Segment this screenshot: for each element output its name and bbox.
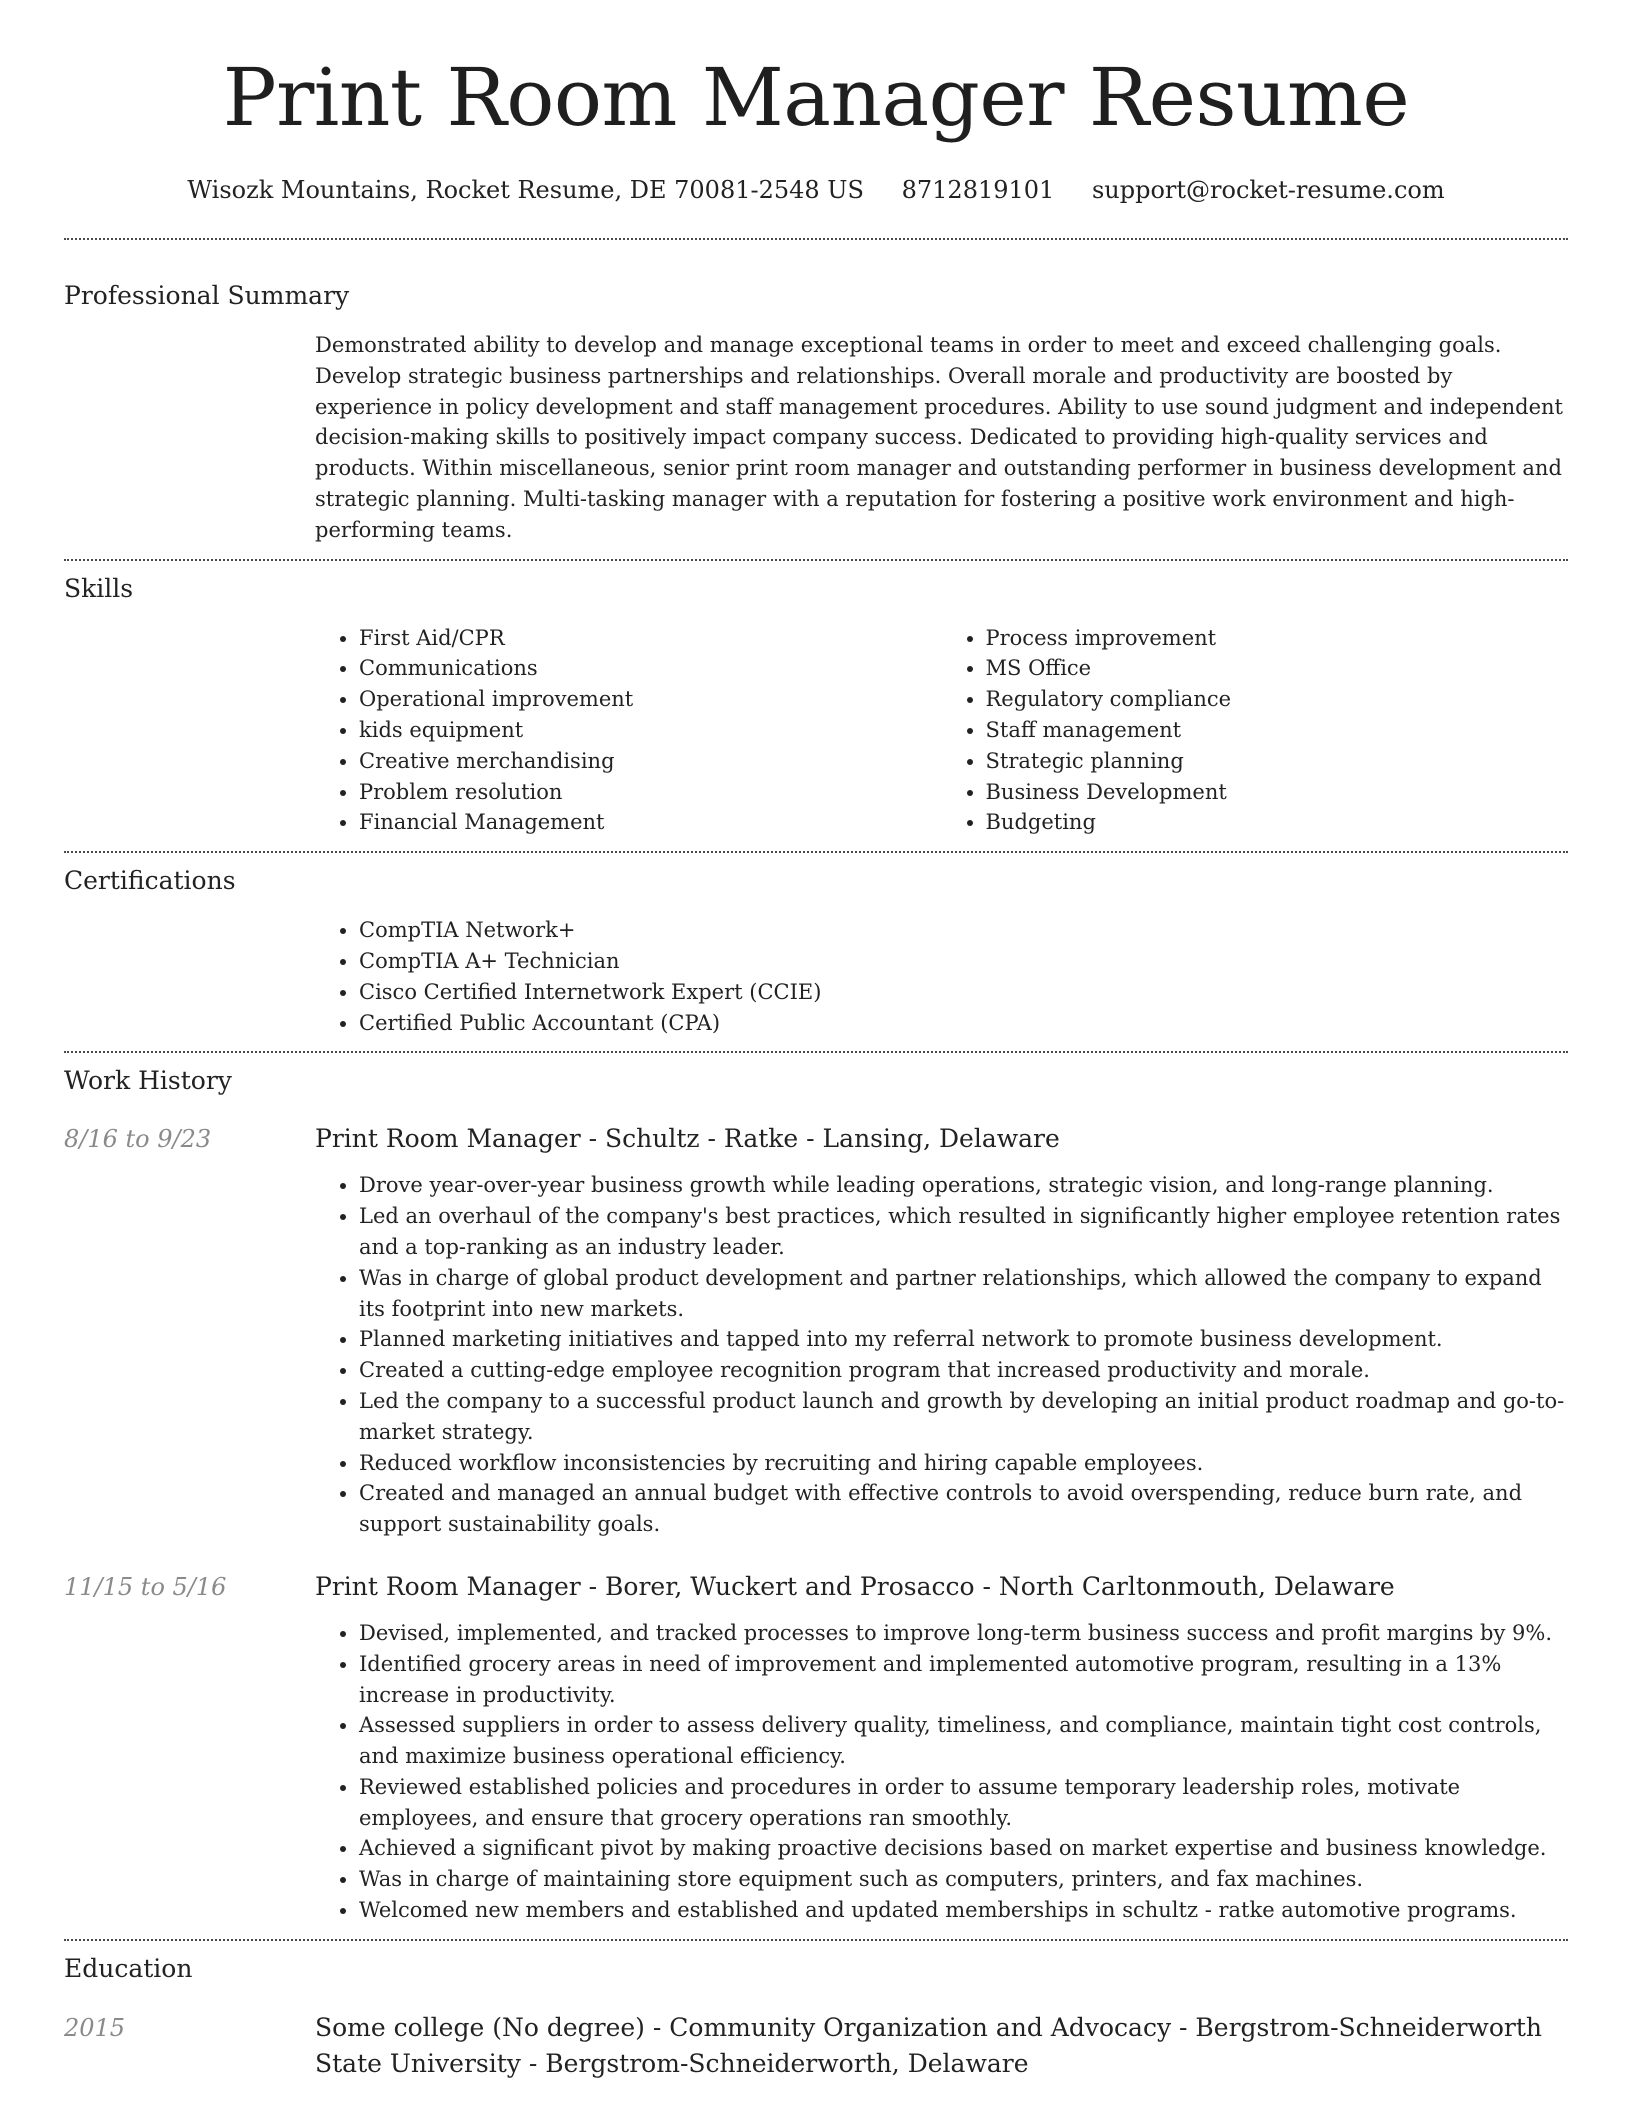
skills-column-left xyxy=(315,623,942,839)
divider xyxy=(64,559,1568,561)
skill-item: • Process improvement xyxy=(986,623,1569,654)
job-title: Print Room Manager - Borer, Wuckert and Prosacco - North Carltonmouth, Delaware xyxy=(315,1571,1395,1601)
job-bullet: • Was in charge of maintaining store equipment such as computers, printers, and fax machines. xyxy=(359,1864,1568,1895)
skill-item: • Communications xyxy=(359,653,942,684)
job-bullet: • Drove year-over-year business growth while leading operations, strategic vision, and long-range planning. xyxy=(359,1170,1568,1201)
certifications-list xyxy=(315,915,1568,1038)
skill-item: • Problem resolution xyxy=(359,777,942,808)
divider xyxy=(64,851,1568,853)
job-entry xyxy=(64,1570,1568,1926)
section-title-certifications: Certifications xyxy=(64,866,236,896)
job-bullet: • Created a cutting-edge employee recognition program that increased productivity and morale. xyxy=(359,1355,1568,1386)
skill-item: • Business Development xyxy=(986,777,1569,808)
skill-item: • Staff management xyxy=(986,715,1569,746)
resume-title: Print Room Manager Resume xyxy=(222,51,1410,144)
skill-item: • Regulatory compliance xyxy=(986,684,1569,715)
education-title: Some college (No degree) - Community Organization and Advocacy - Bergstrom-Schneiderworth State University - Bergstrom-Schneiderworth, Delaware xyxy=(315,2012,1542,2078)
job-bullet: • Was in charge of global product development and partner relationships, which allowed the company to expand its footprint into new markets. xyxy=(359,1263,1568,1325)
job-bullet: • Led an overhaul of the company's best practices, which resulted in significantly higher employee retention rates and a top-ranking as an industry leader. xyxy=(359,1201,1568,1263)
job-dates: 8/16 to 9/23 xyxy=(64,1125,212,1154)
divider xyxy=(64,238,1568,240)
education-entry xyxy=(64,2010,1568,2082)
contact-email: support@rocket-resume.com xyxy=(1091,176,1445,204)
skill-item: • Creative merchandising xyxy=(359,746,942,777)
certification-item: • CompTIA A+ Technician xyxy=(359,946,1568,977)
job-entry xyxy=(64,1122,1568,1540)
section-title-skills: Skills xyxy=(64,573,134,603)
job-bullet: • Planned marketing initiatives and tapped into my referral network to promote business development. xyxy=(359,1324,1568,1355)
resume-page xyxy=(64,0,1568,2082)
skill-item: • kids equipment xyxy=(359,715,942,746)
job-title: Print Room Manager - Schultz - Ratke - Lansing, Delaware xyxy=(315,1124,1060,1154)
job-bullet: • Reviewed established policies and procedures in order to assume temporary leadership roles, motivate employees, and ensure that grocery operations ran smoothly. xyxy=(359,1772,1568,1834)
skills-column-right xyxy=(942,623,1569,839)
job-bullet: • Assessed suppliers in order to assess delivery quality, timeliness, and compliance, maintain tight cost controls, and maximize business operational efficiency. xyxy=(359,1710,1568,1772)
skill-item: • First Aid/CPR xyxy=(359,623,942,654)
job-bullet: • Reduced workflow inconsistencies by recruiting and hiring capable employees. xyxy=(359,1448,1568,1479)
section-title-work-history: Work History xyxy=(64,1066,232,1096)
skill-item: • Financial Management xyxy=(359,807,942,838)
job-bullet: • Welcomed new members and established and updated memberships in schultz - ratke automotive programs. xyxy=(359,1895,1568,1926)
skill-item: • Strategic planning xyxy=(986,746,1569,777)
skill-item: • Budgeting xyxy=(986,807,1569,838)
job-bullet: • Created and managed an annual budget with effective controls to avoid overspending, reduce burn rate, and support sustainability goals. xyxy=(359,1478,1568,1540)
contact-line xyxy=(64,174,1568,206)
skill-item: • MS Office xyxy=(986,653,1569,684)
skill-item: • Operational improvement xyxy=(359,684,942,715)
summary-text: Demonstrated ability to develop and manage exceptional teams in order to meet and exceed challenging goals. Develop strategic business partnerships and relationships. Overall morale and productivity are boosted by experience in policy development and staff management procedures. Ability to use sound judgment and independent decision-making skills to positively impact company success. Dedicated to providing high-quality services and products. Within miscellaneous, senior print room manager and outstanding performer in business development and strategic planning. Multi-tasking manager with a reputation for fostering a positive work environment and high-performing teams. xyxy=(315,333,1563,542)
section-title-summary: Professional Summary xyxy=(64,281,350,310)
certification-item: • Cisco Certified Internetwork Expert (CCIE) xyxy=(359,977,1568,1008)
job-bullets xyxy=(315,1170,1568,1540)
job-bullet: • Achieved a significant pivot by making proactive decisions based on market expertise and business knowledge. xyxy=(359,1833,1568,1864)
certification-item: • Certified Public Accountant (CPA) xyxy=(359,1008,1568,1039)
divider xyxy=(64,1939,1568,1941)
certification-item: • CompTIA Network+ xyxy=(359,915,1568,946)
job-bullet: • Identified grocery areas in need of improvement and implemented automotive program, resulting in a 13% increase in productivity. xyxy=(359,1649,1568,1711)
job-bullet: • Led the company to a successful product launch and growth by developing an initial product roadmap and go-to-market strategy. xyxy=(359,1386,1568,1448)
section-title-education: Education xyxy=(64,1953,193,1983)
skills-list xyxy=(315,623,1568,839)
job-bullet: • Devised, implemented, and tracked processes to improve long-term business success and profit margins by 9%. xyxy=(359,1618,1568,1649)
education-year: 2015 xyxy=(64,2013,126,2042)
divider xyxy=(64,1051,1568,1053)
job-dates: 11/15 to 5/16 xyxy=(64,1572,227,1601)
contact-address: Wisozk Mountains, Rocket Resume, DE 70081-2548 US xyxy=(187,176,864,204)
contact-phone: 8712819101 xyxy=(901,176,1055,204)
job-bullets xyxy=(315,1618,1568,1926)
